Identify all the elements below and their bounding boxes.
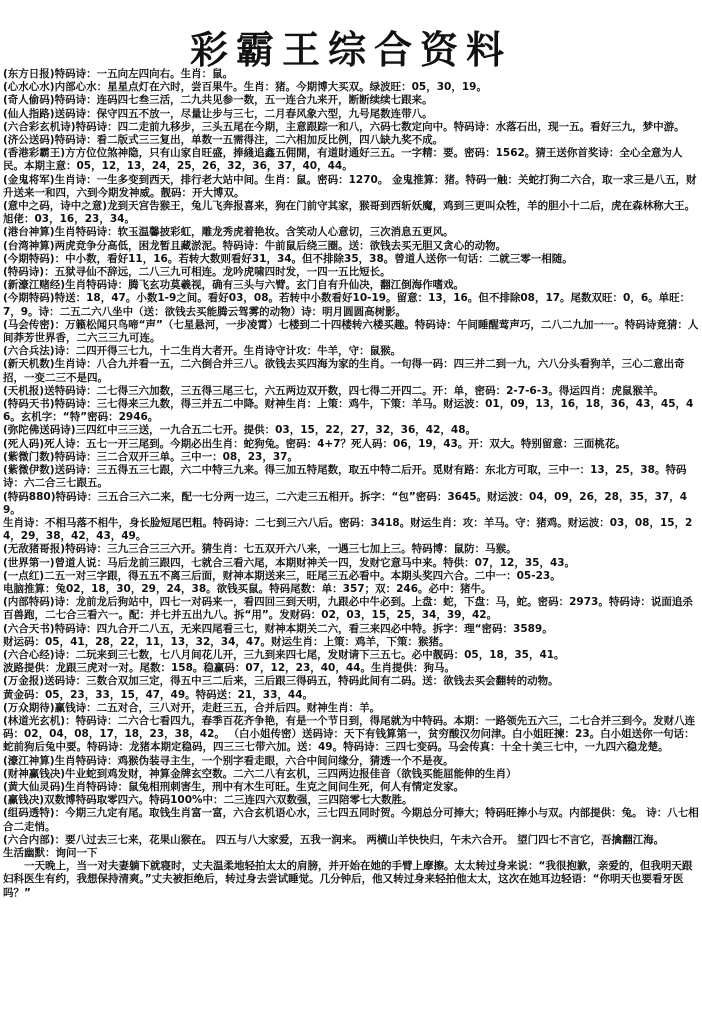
section-tag: (今期特码): [3, 252, 55, 265]
tip-paragraph: [3, 662, 699, 675]
tip-paragraph: [3, 424, 699, 437]
section-text: 生肖诗：不相马落不相牛，身长脸短尾巴粗。特码诗：二七到三六八后。密码：3418。财运生肖：攻：羊马。守：猪鸡。财运波：03，08，15，24，29，38，42，43，49。: [3, 516, 693, 543]
tip-paragraph: [3, 847, 699, 860]
section-text: 生肖特码诗：鼠兔相刑刺害生，刑中有木生可旺。生克之间问生死，何人有情定发家。: [65, 780, 465, 793]
section-text: 特送：18，47。小数1-9之间。看好03，08。若转中小数看好10-19。留意：13，16。但不排除08，17。尾数双旺：0，6。单旺：7，9。诗：二五二六八坐中（送：欲钱去买能腾云驾雾的动物）诗：明月圆圆高树影。: [3, 292, 691, 318]
tip-paragraph: [3, 623, 699, 636]
section-text: 生肖特码诗：软玉温馨披彩虹，雕龙秀虎着艳妆。含笑动人心意切，三次消息五更风。: [54, 226, 454, 239]
section-text: 特码诗：看二版式三三复出，单数一五需得注，二六相加反比例，四八缺九奖不成。: [54, 134, 444, 147]
section-text: 双数博特码取零四六。特码100%中：二三连四六双数强，三四陪零七大数胜。: [44, 794, 413, 807]
section-tag: (六合心经): [3, 648, 55, 661]
page-title: 彩霸王综合资料: [189, 27, 512, 72]
section-tag: (六合彩玄机诗): [3, 120, 76, 133]
tip-paragraph: [3, 134, 699, 147]
section-tag: (六合内部): [3, 833, 55, 846]
section-text: ：中小数，看好11，16。若转大数则看好31，34。但不排除35，38。曾道人送你一句话：二就三零一相随。: [54, 252, 573, 265]
section-tag: (心水心水): [3, 81, 55, 94]
tip-paragraph: [3, 94, 699, 107]
tip-paragraph: [3, 121, 699, 134]
tip-paragraph: [3, 649, 699, 662]
section-text: 特码诗：连码四七叁三活，二九共见参一数，五一连合九来开，断断续续七跟来。: [54, 94, 433, 107]
section-tag: (弥陀佛送码诗): [3, 424, 76, 437]
section-text: 生肖特码诗：腾飞玄功莫羲视，确有三头与六臂。玄门自有升仙决，翻江倒海作嗜戏。: [65, 279, 465, 292]
section-text: 两虎竞争分高低，困龙暂且藏淤泥。特码诗：牛前鼠后绕三圈。送：欲钱去买无胆又贪心的动物。: [54, 239, 507, 252]
section-text: 送特码诗：二七得三六加数，三五得三尾三七，六五两边双开数，四七得二开四二。开：单，密码：2-7-6-3。得运四肖：虎鼠猴羊。: [44, 384, 664, 397]
tip-paragraph: [3, 689, 699, 702]
section-text: 死人诗：五七一开三尾到。今期必出生肖：蛇狗兔。密码：4+7？死人码：06，19，43。开：双大。特别留意：三面桃花。: [44, 437, 626, 450]
tip-paragraph: [3, 279, 699, 292]
section-tag: (黄大仙灵码): [3, 780, 66, 793]
tip-paragraph: [3, 755, 699, 768]
section-text: 赢钱诗：二五对合，三八对开，走赶三五，合并后四。财神生肖：羊。: [54, 701, 381, 714]
section-tag: (特码诗): [3, 266, 45, 279]
section-tag: (今期特码): [3, 292, 55, 305]
section-text: 送码诗：保守四五不放一，尽量让步与三七，二月春风象六型，九号尾数连带八。: [54, 107, 433, 120]
section-tag: (一点红): [3, 569, 45, 582]
section-text: 内部心水：星星点灯在六时，尝百果牛。生肖：猪。今期博大买双。绿波旺：05，30，19。: [54, 81, 487, 94]
tip-paragraph: [3, 596, 699, 622]
section-tag: (组码透特): [3, 807, 55, 820]
tip-paragraph: [3, 491, 699, 517]
tip-paragraph: [3, 464, 699, 490]
tip-paragraph: [3, 768, 699, 781]
section-text: 生活幽默：询问一下: [3, 846, 98, 859]
section-text: 特码诗：三七得来三九数，得三并五二中降。财神生肖：上策：鸡牛，下策：羊马。财运波：01，09，13，16，18，36，43，45，46。玄机字：“特”密码：2946。: [3, 398, 694, 424]
section-tag: (万金报): [3, 675, 45, 688]
section-tag: (内部特码): [3, 596, 55, 609]
section-tag: (仙人指路): [3, 107, 55, 120]
tip-paragraph: [3, 438, 699, 451]
section-tag: (死人码): [3, 437, 45, 450]
section-tag: (濠江神算): [3, 754, 55, 767]
section-tag: (新濠江赌经): [3, 279, 66, 292]
tip-paragraph: [3, 385, 699, 398]
section-text: 二五一对三字跟，得五五不离三后面，财神本期送来三，旺尾三五必看中。本期头奖四六合。二中一：05-23。: [44, 569, 561, 582]
tip-paragraph: [3, 81, 699, 94]
tip-paragraph: [3, 292, 699, 318]
tip-paragraph: [3, 200, 699, 226]
tip-paragraph: [3, 675, 699, 688]
section-text: 牛业蛇到鸡发财，神算金牌玄空数。二六二八有玄机，三四两边报佳音（欲钱买能屈能伸的生肖）: [65, 767, 517, 780]
tip-paragraph: [3, 174, 699, 200]
tip-paragraph: [3, 517, 699, 543]
tip-paragraph: [3, 240, 699, 253]
section-tag: (紫微门数): [3, 450, 55, 463]
tip-paragraph: [3, 68, 699, 81]
section-text: 送码诗：三数合双加三定，得五中三二后来，三后跟三得码五，特码此间有二码。送：欲钱去买会翻转的动物。: [44, 675, 559, 688]
tip-paragraph: [3, 636, 699, 649]
section-text: 特码诗：一五向左四向右。生肖：鼠。: [54, 68, 234, 80]
tip-paragraph: [3, 715, 699, 755]
tip-paragraph: [3, 702, 699, 715]
section-text: ：要八过去三七来，花果山猴在。 四五与八大家爱，五我一润来。 两横山羊快快归，午未六合开。 望门四七不言它，吾擒翻江海。: [54, 833, 665, 846]
section-tag: (六合兵法): [3, 345, 55, 358]
section-tag: (特码天书): [3, 398, 55, 411]
section-text: 特码诗：三九三合三三六开。猜生肖：七五双开六八来，一遇三七加上三。特码博：鼠防：马猴。: [65, 543, 517, 556]
tip-paragraph: [3, 834, 699, 847]
section-tag: (马会传密): [3, 318, 55, 331]
section-text: 生肖诗：一生多变到西天，排行老大站中间。生肖：鼠。密码：1270。 金鬼推算：猪。特码一触：关蛇打狗二六合，取一求三是八五，财升送来一和四，六到今期发神威。靓码：开大博双。: [3, 173, 697, 199]
section-tag: (六合天书): [3, 622, 55, 635]
tip-paragraph: [3, 451, 699, 464]
section-text: 黄金码：05，23，33，15，47，49。特码送：21，33，44。: [3, 688, 314, 701]
tip-paragraph: [3, 794, 699, 807]
humor-story: 一天晚上，当一对夫妻躺下就寝时，丈夫温柔地轻拍太太的肩膀，并开始在她的手臂上摩擦。太太转过身来说：“我很抱歉，亲爱的，但我明天跟妇科医生有约，我想保持清爽。”丈夫被拒绝后，转过身去尝试睡觉。几分钟后，他又转过身来轻拍他太太，这次在她耳边轻语：“你明天也要看牙医吗？”: [3, 860, 693, 899]
section-text: 特码诗：三二合双开三单。三中一：08，23，37。: [54, 450, 298, 463]
section-text: 龙到天宫告猴王，兔儿飞奔报喜来，狗在门前守其家，猴哥到西斩妖魔，鸡到三更叫众牲，羊的胆小十二后，虎在森林称大王。旭佬：03，16，23，34。: [3, 200, 696, 226]
tip-paragraph: [3, 253, 699, 266]
tip-paragraph: [3, 398, 699, 424]
section-tag: (济公送码): [3, 134, 55, 147]
section-tag: (金鬼将军): [3, 173, 55, 186]
section-text: 特码诗：四二走前九移步，三头五尾在今期，主意跟踪一和八，六码七数定向中。特码诗：水落石出，现一五。看好三九，梦中游。: [75, 120, 685, 133]
section-tag: (世界第一): [3, 556, 55, 569]
section-tag: (香港彩霸王): [3, 147, 66, 160]
tip-paragraph: [3, 345, 699, 358]
tip-paragraph: [3, 781, 699, 794]
section-text: ：特码诗：二六合七看四九，春季百花齐争艳，有是一个节日到，得尾就为中特码。本期：一路领先五六三，二七合并三到今。发财八连码：02，04，08，17，18，23，38，42。 （白小姐传密）送码诗：天下有钱算第一，贫穷酸汉勿问津。白小姐旺揀：23。白小姐送你一句话：蛇前狗后兔中要。特码诗：龙猪本期定稳码，四三三七带六加。送：49。特码诗：三四七变码。马会传真：十全十美三七中，一九四六稳龙楚。: [3, 714, 696, 754]
section-tag: (天机报): [3, 384, 45, 397]
tip-paragraph: [3, 543, 699, 556]
tip-paragraph: [3, 583, 699, 596]
section-tag: (奇人偷码): [3, 94, 55, 107]
section-tag: (台湾神算): [3, 239, 55, 252]
section-text: 送码诗：三五得五三七跟，六二中特三九来。得三加五特尾数，取五中特二后开。觅财有路：东北方可取，三中一：13，25，38。特码诗：六二合三七跟五。: [3, 464, 687, 490]
section-tag: (财神赢钱决): [3, 767, 66, 780]
section-text: ：五狱寻仙不辞远，二八三九可相连。龙吟虎啸四时发，一四一五比短长。: [44, 266, 391, 279]
tip-paragraph: [3, 807, 699, 833]
section-text: 诗：龙前龙后狗站中，四七一对码来一，看四回三到天明，九跟必中牛必到。上盘：蛇，下盘：马，蛇。密码：2973。特码诗：说面追杀百兽跑，二七合三看六一。配：并七并五出九八。拆“用”。发财码：02，03，15，25，34，39，42。: [3, 596, 693, 622]
section-text: 生肖特码诗：鸡猴伪装寻主生，一个别字看走眼，六合中间问缘分，猜透一个不是夜。: [54, 754, 454, 767]
tip-paragraph: [3, 570, 699, 583]
section-text: 曾道人说：马后龙前三跟四，七就合三看六尾，本期财神关一四，发财它意马中来。特供：07，12，35，43。: [54, 556, 576, 569]
tip-paragraph: [3, 266, 699, 279]
section-tag: (紫微伊数): [3, 464, 55, 477]
section-text: 特码诗：四九合开二八五，无来四尾看三七，财神本期关二六，看三来四必中特。拆字：理“密码：3589。: [54, 622, 553, 635]
section-tag: (新天机数): [3, 358, 55, 371]
section-text: 三四红中三三送，一九合五二七开。提供：03，15，22，27，32，36，42，48。: [75, 424, 477, 437]
section-tag: (港台神算): [3, 226, 55, 239]
section-tag: (意中之码，诗中之意): [3, 200, 108, 213]
section-text: 波路提供：龙跟三虎对一对。尾数：158。稳赢码：07，12，23，40，44。生肖提供：狗马。: [3, 662, 455, 675]
tip-paragraph: [3, 147, 699, 173]
section-text: ：今期三九定有尾。取钱生肖富一富，六合玄机语心水，三七四五同时贺。今期总分可捧大；特码旺捧小与双。内部提供：兔。 诗：八七相合二走悄。: [3, 807, 699, 833]
section-text: 电脑推算：兔02，18，30，29，24，38。欲钱买鼠。特码尾数：单：357；双：246。必中：猪牛。: [3, 582, 492, 595]
section-text: 财运码：05，41，28，22，11，13，32，34，47。财运生肖：上策：鸡羊，下策：猴猪。: [3, 635, 450, 648]
section-tag: (万众期待): [3, 701, 55, 714]
section-text: ：万籁松闻只鸟啼“声”（七星悬河，一步凌霄）七楼到二十四楼转六楼买趣。特码诗：午间睡醒莺声巧，二八二九加一一。特码诗竟猜：人间莽芳世界香，二六三三九可连。: [3, 318, 699, 345]
tip-paragraph: [3, 319, 699, 345]
section-tag: (东方日报): [3, 68, 55, 80]
section-tag: (无敌猪哥报): [3, 543, 66, 556]
section-text: 诗：二玩来到三七数，七八月间花儿开，三九到来四七尾，发财请下三五七。必中靓码：05，18，35，41。: [54, 648, 565, 661]
section-tag: (林道光玄机): [3, 714, 66, 727]
section-text: 诗：二四开得三七九，十二生肖大者开。生肖诗守计攻：牛羊，守：鼠猴。: [54, 345, 402, 358]
tip-paragraph: [3, 557, 699, 570]
section-text: 生肖诗：八合九并看一五，二六倒合并三八。欲钱去买四海为家的生肖。一句得一码：四三并二到一九，六八分头看狗羊，三心二意出奇招，一变二三不是四。: [3, 358, 685, 384]
tip-paragraph: [3, 358, 699, 384]
section-text: 特码诗：三五合三六二来，配一七分两一边三，二六走三五相开。拆字：“包”密码：3645。财运波：04，09，26，28，35，37，49。: [3, 490, 688, 516]
tip-paragraph: [3, 226, 699, 239]
document-body: [3, 68, 699, 900]
section-text: 方方位位煞神隐，只有山家自旺盛，捧綫追鑫五佣開，有道財通好三五。一字精：要。密码：1562。猜王送你首奖诗：全心全意为人民。本期主意：05，12，13，24，25，26，32，36，37，40，44。: [3, 147, 683, 173]
section-tag: (特码880): [3, 490, 56, 503]
section-tag: (赢钱决): [3, 794, 45, 807]
tip-paragraph: [3, 108, 699, 121]
